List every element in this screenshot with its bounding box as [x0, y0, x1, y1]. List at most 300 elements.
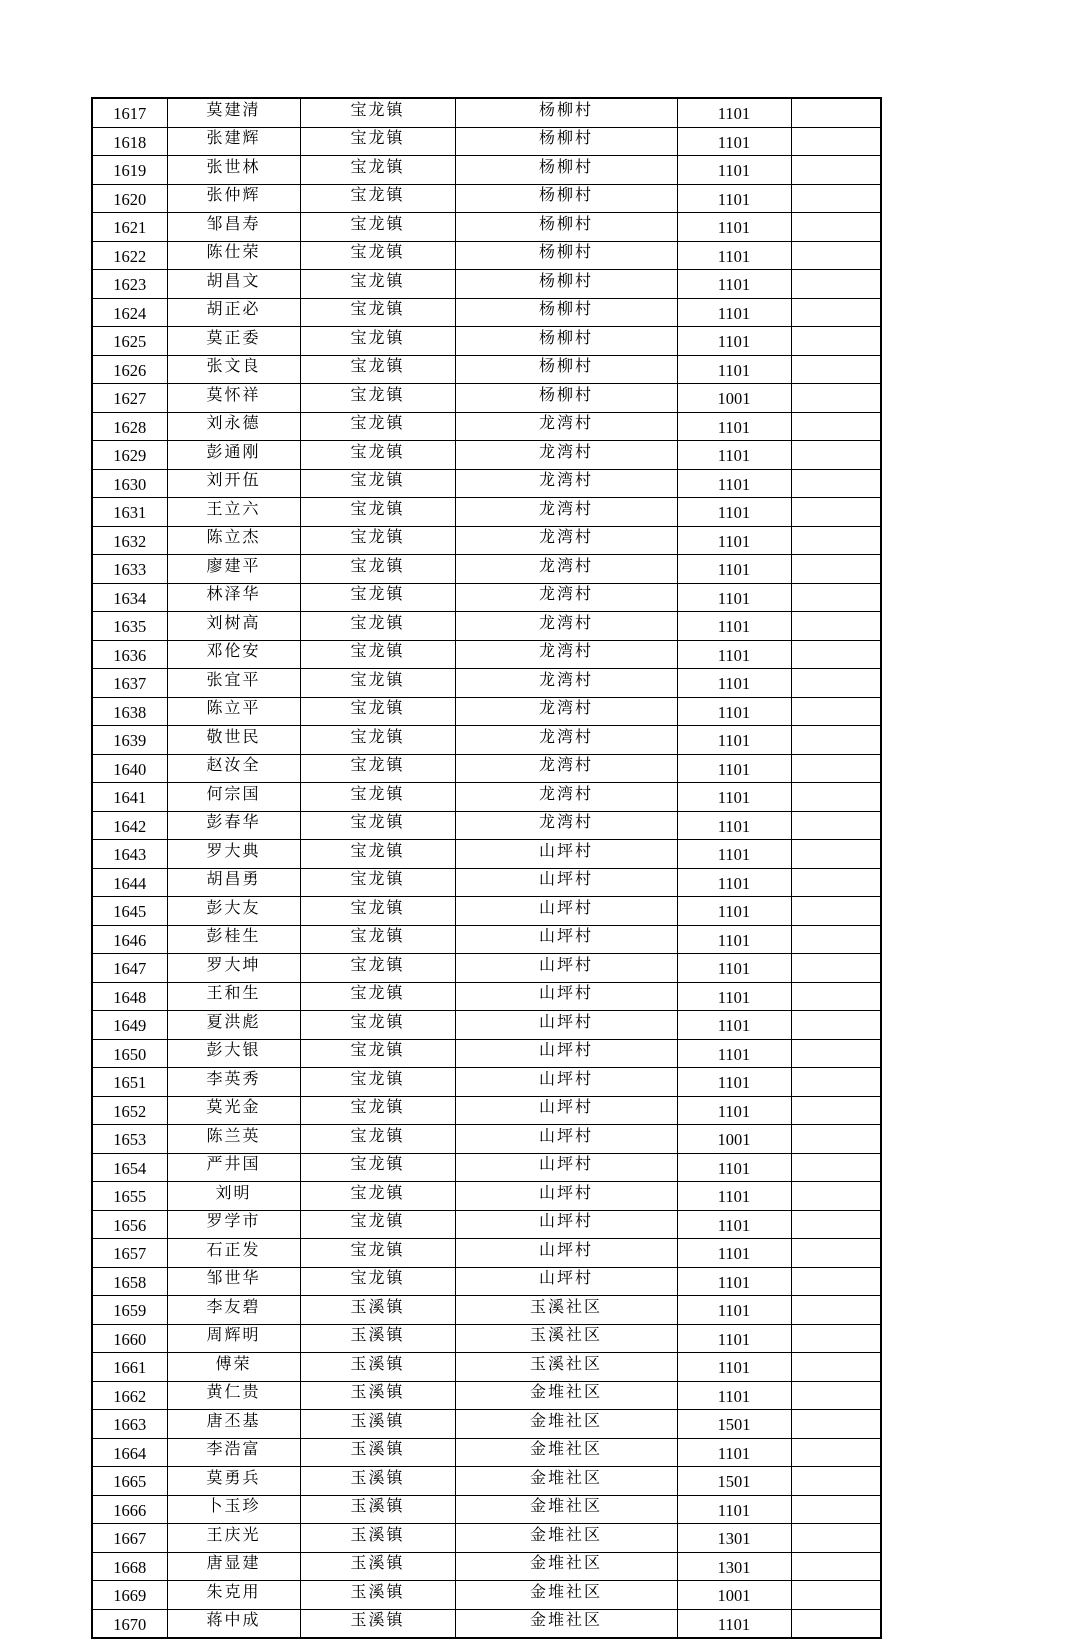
code-cell: 1001: [677, 1581, 791, 1610]
person-name-cell: 陈兰英: [167, 1125, 300, 1154]
table-row: [92, 1210, 881, 1239]
serial-number-cell: 1644: [92, 868, 167, 897]
table-row: [92, 1153, 881, 1182]
code-cell: 1101: [677, 925, 791, 954]
person-name-cell: 敬世民: [167, 726, 300, 755]
village-cell: 山坪村: [455, 1096, 677, 1125]
note-cell: [791, 1039, 881, 1068]
person-name-cell: 张仲辉: [167, 184, 300, 213]
village-cell: 杨柳村: [455, 127, 677, 156]
person-name-cell: 卜玉珍: [167, 1495, 300, 1524]
table-row: [92, 1011, 881, 1040]
roster-table: [91, 97, 882, 1639]
table-row: [92, 156, 881, 185]
town-cell: 宝龙镇: [300, 669, 455, 698]
serial-number-cell: 1643: [92, 840, 167, 869]
person-name-cell: 刘开伍: [167, 469, 300, 498]
serial-number-cell: 1656: [92, 1210, 167, 1239]
village-cell: 龙湾村: [455, 669, 677, 698]
code-cell: 1101: [677, 526, 791, 555]
code-cell: 1101: [677, 241, 791, 270]
note-cell: [791, 1182, 881, 1211]
village-cell: 杨柳村: [455, 327, 677, 356]
code-cell: 1101: [677, 1609, 791, 1638]
table-row: [92, 1296, 881, 1325]
town-cell: 宝龙镇: [300, 726, 455, 755]
town-cell: 宝龙镇: [300, 811, 455, 840]
person-name-cell: 唐丕基: [167, 1410, 300, 1439]
note-cell: [791, 469, 881, 498]
table-row: [92, 868, 881, 897]
person-name-cell: 唐显建: [167, 1552, 300, 1581]
code-cell: 1101: [677, 640, 791, 669]
serial-number-cell: 1635: [92, 612, 167, 641]
note-cell: [791, 184, 881, 213]
note-cell: [791, 783, 881, 812]
serial-number-cell: 1620: [92, 184, 167, 213]
code-cell: 1101: [677, 612, 791, 641]
person-name-cell: 彭大银: [167, 1039, 300, 1068]
serial-number-cell: 1624: [92, 298, 167, 327]
code-cell: 1501: [677, 1410, 791, 1439]
note-cell: [791, 840, 881, 869]
code-cell: 1101: [677, 1239, 791, 1268]
note-cell: [791, 1239, 881, 1268]
serial-number-cell: 1622: [92, 241, 167, 270]
note-cell: [791, 612, 881, 641]
table-row: [92, 1524, 881, 1553]
village-cell: 杨柳村: [455, 241, 677, 270]
town-cell: 宝龙镇: [300, 954, 455, 983]
code-cell: 1101: [677, 1353, 791, 1382]
note-cell: [791, 1011, 881, 1040]
table-row: [92, 441, 881, 470]
town-cell: 宝龙镇: [300, 1125, 455, 1154]
person-name-cell: 李英秀: [167, 1068, 300, 1097]
town-cell: 宝龙镇: [300, 1239, 455, 1268]
code-cell: 1501: [677, 1467, 791, 1496]
code-cell: 1101: [677, 498, 791, 527]
town-cell: 宝龙镇: [300, 897, 455, 926]
serial-number-cell: 1639: [92, 726, 167, 755]
person-name-cell: 廖建平: [167, 555, 300, 584]
person-name-cell: 胡正必: [167, 298, 300, 327]
town-cell: 玉溪镇: [300, 1495, 455, 1524]
person-name-cell: 蒋中成: [167, 1609, 300, 1638]
table-row: [92, 1267, 881, 1296]
town-cell: 宝龙镇: [300, 640, 455, 669]
person-name-cell: 邹昌寿: [167, 213, 300, 242]
code-cell: 1101: [677, 98, 791, 127]
serial-number-cell: 1654: [92, 1153, 167, 1182]
village-cell: 玉溪社区: [455, 1296, 677, 1325]
person-name-cell: 李浩富: [167, 1438, 300, 1467]
serial-number-cell: 1649: [92, 1011, 167, 1040]
note-cell: [791, 1353, 881, 1382]
table-row: [92, 1353, 881, 1382]
code-cell: 1101: [677, 1381, 791, 1410]
note-cell: [791, 1438, 881, 1467]
code-cell: 1101: [677, 726, 791, 755]
table-row: [92, 526, 881, 555]
village-cell: 杨柳村: [455, 355, 677, 384]
person-name-cell: 邓伦安: [167, 640, 300, 669]
note-cell: [791, 754, 881, 783]
table-row: [92, 1467, 881, 1496]
table-row: [92, 669, 881, 698]
town-cell: 宝龙镇: [300, 441, 455, 470]
village-cell: 山坪村: [455, 954, 677, 983]
village-cell: 山坪村: [455, 897, 677, 926]
table-row: [92, 241, 881, 270]
person-name-cell: 彭桂生: [167, 925, 300, 954]
code-cell: 1101: [677, 1495, 791, 1524]
table-row: [92, 1096, 881, 1125]
person-name-cell: 张宜平: [167, 669, 300, 698]
village-cell: 金堆社区: [455, 1381, 677, 1410]
serial-number-cell: 1662: [92, 1381, 167, 1410]
serial-number-cell: 1666: [92, 1495, 167, 1524]
town-cell: 玉溪镇: [300, 1296, 455, 1325]
person-name-cell: 傅荣: [167, 1353, 300, 1382]
note-cell: [791, 98, 881, 127]
serial-number-cell: 1640: [92, 754, 167, 783]
serial-number-cell: 1660: [92, 1324, 167, 1353]
village-cell: 龙湾村: [455, 754, 677, 783]
serial-number-cell: 1664: [92, 1438, 167, 1467]
village-cell: 杨柳村: [455, 384, 677, 413]
serial-number-cell: 1619: [92, 156, 167, 185]
person-name-cell: 刘明: [167, 1182, 300, 1211]
person-name-cell: 莫光金: [167, 1096, 300, 1125]
town-cell: 宝龙镇: [300, 1068, 455, 1097]
village-cell: 龙湾村: [455, 726, 677, 755]
village-cell: 杨柳村: [455, 156, 677, 185]
note-cell: [791, 1524, 881, 1553]
table-row: [92, 384, 881, 413]
table-row: [92, 498, 881, 527]
table-row: [92, 298, 881, 327]
person-name-cell: 陈立平: [167, 697, 300, 726]
village-cell: 龙湾村: [455, 612, 677, 641]
table-row: [92, 98, 881, 127]
town-cell: 宝龙镇: [300, 469, 455, 498]
town-cell: 宝龙镇: [300, 98, 455, 127]
village-cell: 龙湾村: [455, 555, 677, 584]
serial-number-cell: 1617: [92, 98, 167, 127]
code-cell: 1101: [677, 811, 791, 840]
town-cell: 玉溪镇: [300, 1524, 455, 1553]
village-cell: 杨柳村: [455, 298, 677, 327]
town-cell: 宝龙镇: [300, 1011, 455, 1040]
person-name-cell: 罗大坤: [167, 954, 300, 983]
serial-number-cell: 1630: [92, 469, 167, 498]
person-name-cell: 莫正委: [167, 327, 300, 356]
note-cell: [791, 1210, 881, 1239]
village-cell: 山坪村: [455, 1039, 677, 1068]
person-name-cell: 朱克用: [167, 1581, 300, 1610]
note-cell: [791, 213, 881, 242]
person-name-cell: 莫建清: [167, 98, 300, 127]
code-cell: 1101: [677, 469, 791, 498]
code-cell: 1101: [677, 754, 791, 783]
table-row: [92, 1239, 881, 1268]
note-cell: [791, 498, 881, 527]
table-row: [92, 1581, 881, 1610]
town-cell: 玉溪镇: [300, 1438, 455, 1467]
code-cell: 1101: [677, 355, 791, 384]
code-cell: 1101: [677, 1267, 791, 1296]
code-cell: 1101: [677, 1296, 791, 1325]
town-cell: 宝龙镇: [300, 298, 455, 327]
serial-number-cell: 1623: [92, 270, 167, 299]
serial-number-cell: 1625: [92, 327, 167, 356]
village-cell: 玉溪社区: [455, 1324, 677, 1353]
person-name-cell: 王和生: [167, 982, 300, 1011]
note-cell: [791, 355, 881, 384]
village-cell: 杨柳村: [455, 184, 677, 213]
note-cell: [791, 697, 881, 726]
table-row: [92, 127, 881, 156]
person-name-cell: 彭通刚: [167, 441, 300, 470]
code-cell: 1101: [677, 583, 791, 612]
village-cell: 山坪村: [455, 868, 677, 897]
note-cell: [791, 982, 881, 1011]
person-name-cell: 黄仁贵: [167, 1381, 300, 1410]
person-name-cell: 陈立杰: [167, 526, 300, 555]
village-cell: 山坪村: [455, 1011, 677, 1040]
code-cell: 1101: [677, 697, 791, 726]
table-row: [92, 1381, 881, 1410]
table-row: [92, 412, 881, 441]
village-cell: 金堆社区: [455, 1495, 677, 1524]
town-cell: 宝龙镇: [300, 868, 455, 897]
code-cell: 1101: [677, 783, 791, 812]
person-name-cell: 周辉明: [167, 1324, 300, 1353]
code-cell: 1101: [677, 156, 791, 185]
code-cell: 1101: [677, 441, 791, 470]
serial-number-cell: 1648: [92, 982, 167, 1011]
person-name-cell: 林泽华: [167, 583, 300, 612]
note-cell: [791, 1125, 881, 1154]
note-cell: [791, 270, 881, 299]
town-cell: 宝龙镇: [300, 384, 455, 413]
serial-number-cell: 1655: [92, 1182, 167, 1211]
person-name-cell: 王立六: [167, 498, 300, 527]
person-name-cell: 莫怀祥: [167, 384, 300, 413]
town-cell: 玉溪镇: [300, 1410, 455, 1439]
note-cell: [791, 811, 881, 840]
note-cell: [791, 1296, 881, 1325]
code-cell: 1001: [677, 384, 791, 413]
serial-number-cell: 1657: [92, 1239, 167, 1268]
table-row: [92, 811, 881, 840]
serial-number-cell: 1638: [92, 697, 167, 726]
code-cell: 1301: [677, 1552, 791, 1581]
person-name-cell: 罗大典: [167, 840, 300, 869]
code-cell: 1101: [677, 1438, 791, 1467]
table-row: [92, 640, 881, 669]
table-row: [92, 1125, 881, 1154]
village-cell: 山坪村: [455, 1068, 677, 1097]
table-row: [92, 1609, 881, 1638]
serial-number-cell: 1647: [92, 954, 167, 983]
serial-number-cell: 1621: [92, 213, 167, 242]
note-cell: [791, 1495, 881, 1524]
village-cell: 山坪村: [455, 925, 677, 954]
serial-number-cell: 1634: [92, 583, 167, 612]
note-cell: [791, 868, 881, 897]
village-cell: 龙湾村: [455, 469, 677, 498]
serial-number-cell: 1669: [92, 1581, 167, 1610]
table-row: [92, 184, 881, 213]
note-cell: [791, 127, 881, 156]
code-cell: 1101: [677, 127, 791, 156]
note-cell: [791, 1467, 881, 1496]
table-row: [92, 612, 881, 641]
table-row: [92, 954, 881, 983]
table-row: [92, 1438, 881, 1467]
village-cell: 山坪村: [455, 840, 677, 869]
note-cell: [791, 1581, 881, 1610]
village-cell: 龙湾村: [455, 498, 677, 527]
note-cell: [791, 298, 881, 327]
table-row: [92, 754, 881, 783]
person-name-cell: 莫勇兵: [167, 1467, 300, 1496]
code-cell: 1101: [677, 270, 791, 299]
village-cell: 山坪村: [455, 1210, 677, 1239]
serial-number-cell: 1650: [92, 1039, 167, 1068]
person-name-cell: 张建辉: [167, 127, 300, 156]
code-cell: 1101: [677, 1039, 791, 1068]
serial-number-cell: 1659: [92, 1296, 167, 1325]
village-cell: 金堆社区: [455, 1609, 677, 1638]
code-cell: 1101: [677, 1068, 791, 1097]
table-row: [92, 697, 881, 726]
town-cell: 宝龙镇: [300, 612, 455, 641]
table-row: [92, 925, 881, 954]
table-row: [92, 1410, 881, 1439]
person-name-cell: 刘永德: [167, 412, 300, 441]
note-cell: [791, 327, 881, 356]
serial-number-cell: 1636: [92, 640, 167, 669]
town-cell: 宝龙镇: [300, 583, 455, 612]
person-name-cell: 何宗国: [167, 783, 300, 812]
serial-number-cell: 1661: [92, 1353, 167, 1382]
person-name-cell: 胡昌文: [167, 270, 300, 299]
person-name-cell: 邹世华: [167, 1267, 300, 1296]
table-row: [92, 897, 881, 926]
serial-number-cell: 1629: [92, 441, 167, 470]
table-row: [92, 213, 881, 242]
note-cell: [791, 640, 881, 669]
town-cell: 宝龙镇: [300, 754, 455, 783]
code-cell: 1101: [677, 298, 791, 327]
town-cell: 宝龙镇: [300, 840, 455, 869]
note-cell: [791, 1324, 881, 1353]
town-cell: 玉溪镇: [300, 1467, 455, 1496]
person-name-cell: 罗学市: [167, 1210, 300, 1239]
village-cell: 杨柳村: [455, 98, 677, 127]
table-row: [92, 355, 881, 384]
town-cell: 宝龙镇: [300, 241, 455, 270]
village-cell: 龙湾村: [455, 526, 677, 555]
table-row: [92, 1039, 881, 1068]
village-cell: 山坪村: [455, 1125, 677, 1154]
person-name-cell: 李友碧: [167, 1296, 300, 1325]
serial-number-cell: 1651: [92, 1068, 167, 1097]
table-row: [92, 1182, 881, 1211]
table-row: [92, 270, 881, 299]
code-cell: 1101: [677, 412, 791, 441]
person-name-cell: 严井国: [167, 1153, 300, 1182]
town-cell: 玉溪镇: [300, 1353, 455, 1382]
note-cell: [791, 526, 881, 555]
town-cell: 宝龙镇: [300, 355, 455, 384]
table-row: [92, 327, 881, 356]
note-cell: [791, 555, 881, 584]
village-cell: 龙湾村: [455, 441, 677, 470]
note-cell: [791, 1381, 881, 1410]
village-cell: 龙湾村: [455, 640, 677, 669]
person-name-cell: 石正发: [167, 1239, 300, 1268]
serial-number-cell: 1641: [92, 783, 167, 812]
town-cell: 宝龙镇: [300, 697, 455, 726]
town-cell: 玉溪镇: [300, 1381, 455, 1410]
code-cell: 1101: [677, 1153, 791, 1182]
town-cell: 宝龙镇: [300, 412, 455, 441]
town-cell: 宝龙镇: [300, 270, 455, 299]
town-cell: 宝龙镇: [300, 1096, 455, 1125]
table-row: [92, 1324, 881, 1353]
code-cell: 1101: [677, 897, 791, 926]
person-name-cell: 胡昌勇: [167, 868, 300, 897]
village-cell: 山坪村: [455, 1267, 677, 1296]
serial-number-cell: 1665: [92, 1467, 167, 1496]
code-cell: 1101: [677, 868, 791, 897]
code-cell: 1101: [677, 213, 791, 242]
town-cell: 宝龙镇: [300, 498, 455, 527]
town-cell: 玉溪镇: [300, 1552, 455, 1581]
note-cell: [791, 669, 881, 698]
town-cell: 宝龙镇: [300, 1267, 455, 1296]
table-row: [92, 1068, 881, 1097]
table-row: [92, 1552, 881, 1581]
note-cell: [791, 412, 881, 441]
serial-number-cell: 1667: [92, 1524, 167, 1553]
code-cell: 1101: [677, 327, 791, 356]
note-cell: [791, 1096, 881, 1125]
code-cell: 1101: [677, 982, 791, 1011]
town-cell: 玉溪镇: [300, 1581, 455, 1610]
person-name-cell: 赵汝全: [167, 754, 300, 783]
note-cell: [791, 583, 881, 612]
code-cell: 1101: [677, 954, 791, 983]
code-cell: 1301: [677, 1524, 791, 1553]
note-cell: [791, 1153, 881, 1182]
town-cell: 宝龙镇: [300, 555, 455, 584]
code-cell: 1101: [677, 1011, 791, 1040]
roster-table-body: [92, 98, 881, 1638]
table-row: [92, 583, 881, 612]
town-cell: 玉溪镇: [300, 1609, 455, 1638]
code-cell: 1101: [677, 1182, 791, 1211]
table-row: [92, 840, 881, 869]
town-cell: 宝龙镇: [300, 184, 455, 213]
serial-number-cell: 1653: [92, 1125, 167, 1154]
serial-number-cell: 1642: [92, 811, 167, 840]
village-cell: 杨柳村: [455, 270, 677, 299]
